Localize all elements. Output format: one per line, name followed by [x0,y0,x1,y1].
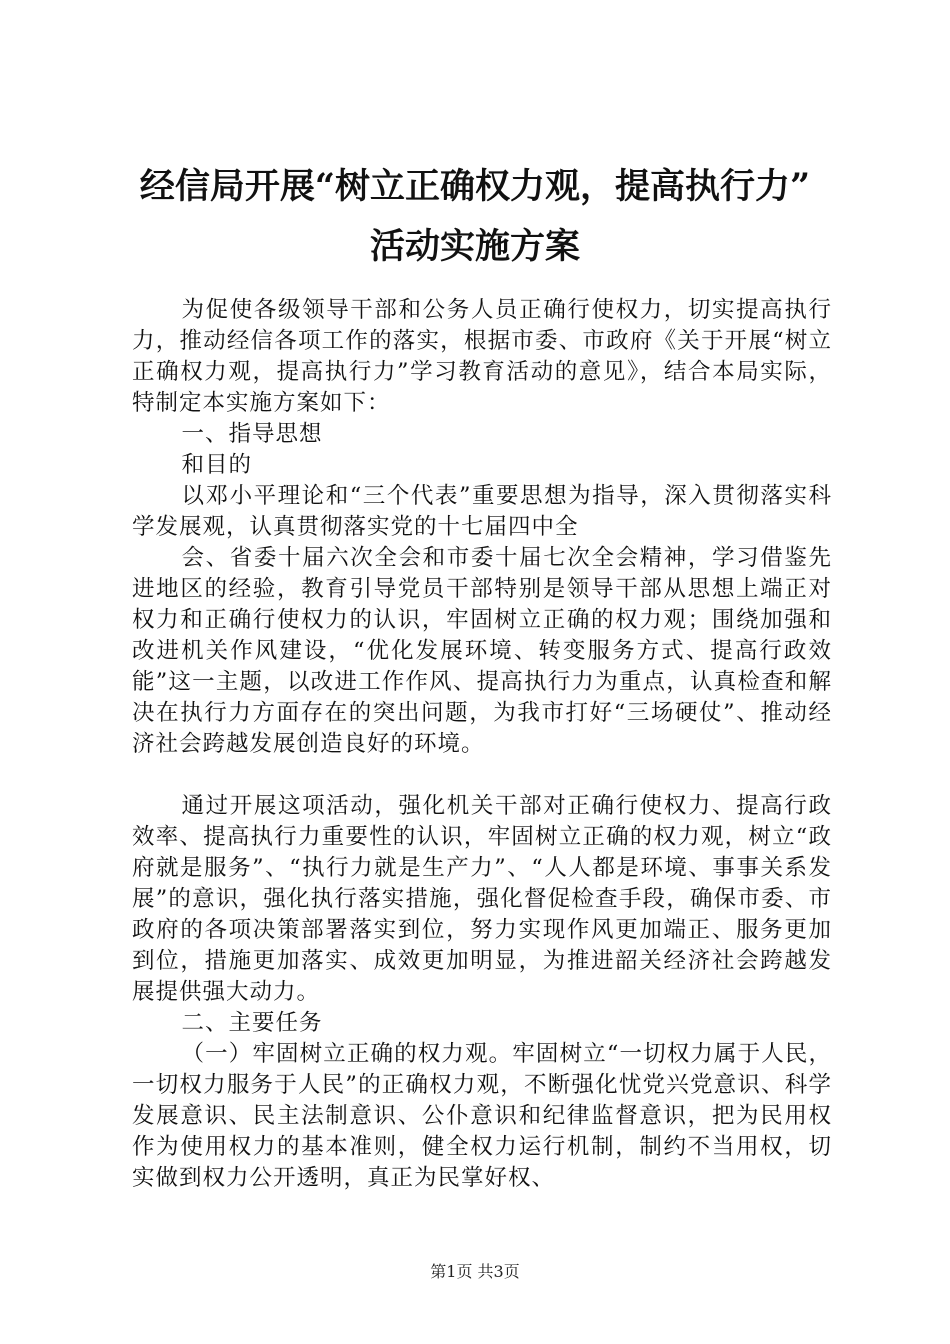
page-number-footer: 第1页 共3页 [430,1262,520,1281]
body-paragraph: 以邓小平理论和“三个代表”重要思想为指导，深入贯彻落实科学发展观，认真贯彻落实党的十七届四中全 [132,483,832,540]
document-title-line-1: 经信局开展“树立正确权力观，提高执行力” [139,166,811,207]
intro-paragraph: 为促使各级领导干部和公务人员正确行使权力，切实提高执行力，推动经信各项工作的落实，根据市委、市政府《关于开展“树立正确权力观，提高执行力”学习教育活动的意见》，结合本局实际，特制定本实施方案如下： [132,297,832,416]
document-body [132,295,832,1194]
body-paragraph: 会、省委十届六次全会和市委十届七次全会精神，学习借鉴先进地区的经验，教育引导党员干部特别是领导干部从思想上端正对权力和正确行使权力的认识，牢固树立正确的权力观；围绕加强和改进机关作风建设，“优化发展环境、转变服务方式、提高行政效能”这一主题，以改进工作作风、提高执行力为重点，认真检查和解决在执行力方面存在的突出问题，为我市打好“三场硬仗”、推动经济社会跨越发展创造良好的环境。 [132,545,832,757]
body-paragraph: （一）牢固树立正确的权力观。牢固树立“一切权力属于人民，一切权力服务于人民”的正确权力观，不断强化忧党兴党意识、科学发展意识、民主法制意识、公仆意识和纪律监督意识，把为民用权作为使用权力的基本准则，健全权力运行机制，制约不当用权，切实做到权力公开透明，真正为民掌好权、 [132,1041,832,1191]
section-heading-main-tasks: 二、主要任务 [181,1010,323,1036]
body-paragraph: 通过开展这项活动，强化机关干部对正确行使权力、提高行政效率、提高执行力重要性的认识，牢固树立正确的权力观，树立“政府就是服务”、“执行力就是生产力”、“人人都是环境、事事关系发展”的意识，强化执行落实措施，强化督促检查手段，确保市委、市政府的各项决策部署落实到位，努力实现作风更加端正、服务更加到位，措施更加落实、成效更加明显，为推进韶关经济社会跨越发展提供强大动力。 [132,793,832,1005]
section-heading-continuation: 和目的 [181,452,253,478]
section-heading-guiding-thought: 一、指导思想 [181,421,323,447]
document-title-line-2: 活动实施方案 [369,226,580,267]
